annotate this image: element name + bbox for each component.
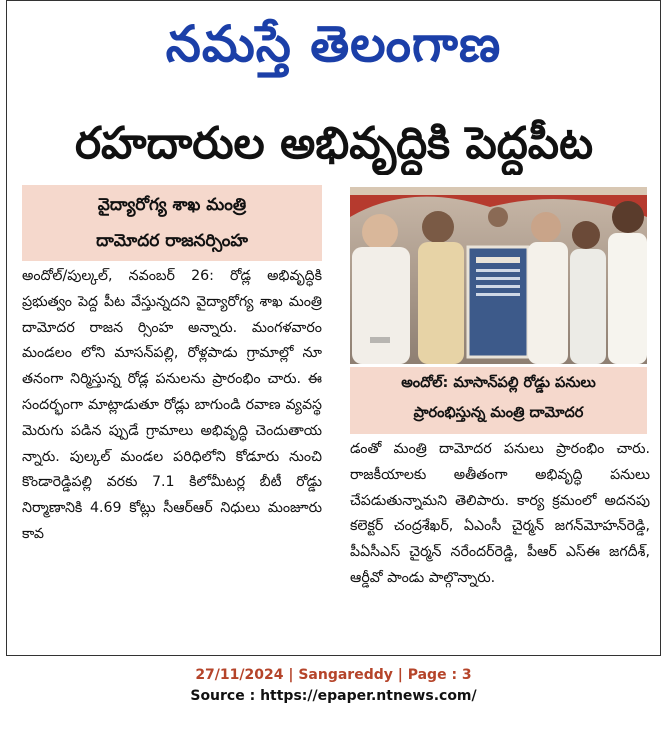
article-body-left-column (22, 264, 322, 548)
body-paragraph-right: డంతో మంత్రి దామోదర పనులు ప్రారంభిం చారు. రాజకీయాలకు అతీతంగా అభివృద్ధి పనులు చేపడుతున్నామని తెలిపారు. కార్య క్రమంలో అదనపు కలెక్టర్ చంద్రశేఖర్, ఏఎంసీ చైర్మన్ జగన్‌మోహన్‌రెడ్డి, పీఏసీఎస్ చైర్మన్ నరేందర్‌రెడ్డి, పీఆర్ ఎస్ఈ జగదీశ్, ఆర్డీవో పాండు పాల్గొన్నారు. (350, 441, 650, 586)
minister-group-photo (350, 187, 647, 364)
subheading-line2: దామోదర రాజనర్సింహ (96, 231, 248, 251)
photo-caption-line1: అందోల్: మాసాన్‌పల్లి రోడ్డు పనులు (401, 375, 596, 391)
newspaper-masthead: నమస్తే తెలంగాణ (165, 15, 502, 73)
footer-date-edition: 27/11/2024 | Sangareddy | Page : 3 (195, 667, 472, 683)
subheading-box (22, 185, 322, 261)
article-headline: రహదారుల అభివృద్ధికి పెద్దపీట (74, 118, 594, 169)
photo-caption-line2: ప్రారంభిస్తున్న మంత్రి దామోదర (413, 405, 584, 421)
photo-caption-box (350, 367, 647, 434)
article-body-right-column (350, 437, 650, 592)
footer-source-link[interactable]: Source : https://epaper.ntnews.com/ (190, 688, 477, 704)
body-paragraph-left: అందోల్/పుల్కల్, నవంబర్ 26: రోడ్ల అభివృద్ధికి ప్రభుత్వం పెద్ద పీట వేస్తున్నదని వైద్యారోగ్య శాఖ మంత్రి దామోదర రాజన ర్సింహ అన్నారు. మంగళవారం మండలం లోని మాసన్‌పల్లి, రోళ్లపాడు గ్రామాల్లో నూ తనంగా నిర్మిస్తున్న రోడ్ల పనులను ప్రారంభిం చారు. ఈ సందర్భంగా మాట్లాడుతూ రోడ్లు బాగుండి రవాణ వ్యవస్థ మెరుగు పడిన ప్పుడే గ్రామాలు అభివృద్ధి చెందుతాయ న్నారు. పుల్కల్ మండల పరిధిలోని కోడూరు నుంచి కొండారెడ్డిపల్లి వరకు 7.1 కిలోమీటర్ల బీటీ రోడ్డు నిర్మాణానికి 4.69 కోట్లు సీఆర్‌ఆర్ నిధులు మంజూరు కావ (22, 268, 322, 542)
news-photo (350, 187, 647, 364)
subheading-line1: వైద్యారోగ్య శాఖ మంత్రి (97, 195, 247, 215)
epaper-clipping (6, 0, 661, 656)
